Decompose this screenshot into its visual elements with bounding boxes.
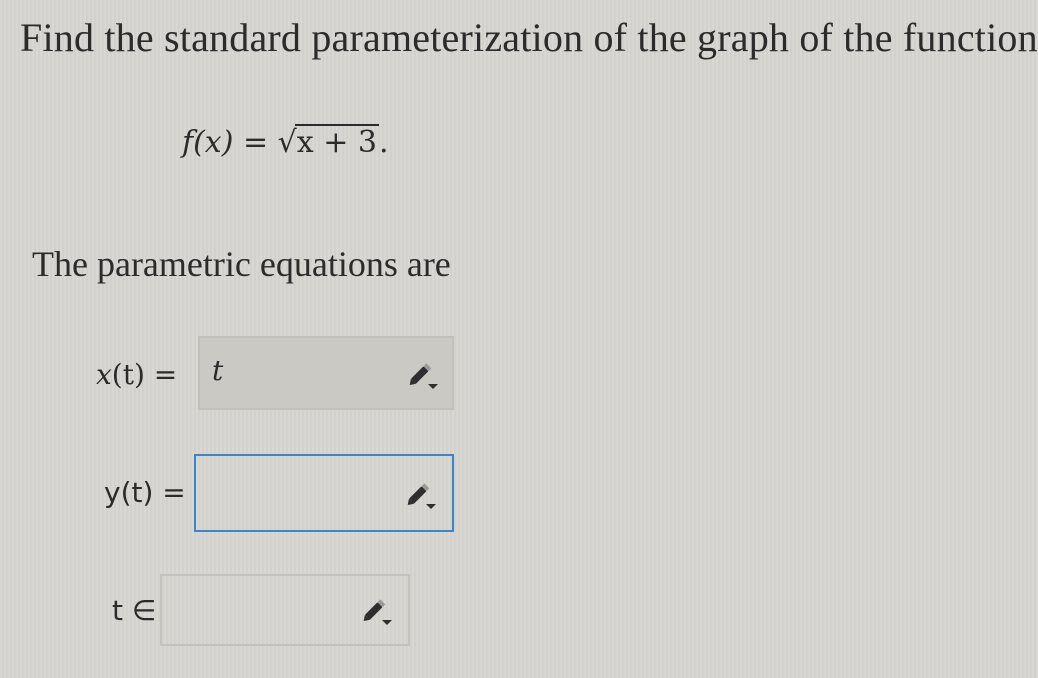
parametric-heading: The parametric equations are [32, 244, 451, 284]
question-text: Find the standard parameterization of the graph of the function [20, 15, 1038, 60]
x-label-fn: x [96, 358, 112, 391]
t-domain-field[interactable] [160, 574, 410, 646]
pencil-dropdown-icon[interactable] [360, 596, 394, 626]
formula-radicand: x + 3 [296, 125, 377, 160]
t-label-rest: ∈ [131, 594, 157, 627]
x-equation-label [96, 358, 177, 391]
formula-lhs: f(x) = [182, 125, 269, 160]
x-answer-value: t [212, 354, 224, 387]
x-answer-field[interactable] [198, 336, 454, 410]
t-domain-label [112, 594, 156, 627]
formula-period: . [379, 125, 389, 160]
pencil-dropdown-icon[interactable] [404, 480, 438, 510]
y-equation-label: y(t) = [104, 476, 186, 509]
t-label-var: t [112, 594, 123, 627]
y-answer-field[interactable] [194, 454, 454, 532]
radical-sign: √ [277, 125, 297, 160]
function-formula [182, 124, 389, 160]
square-root [278, 124, 379, 160]
x-label-rest: (t) = [111, 358, 178, 391]
pencil-dropdown-icon[interactable] [406, 360, 440, 390]
